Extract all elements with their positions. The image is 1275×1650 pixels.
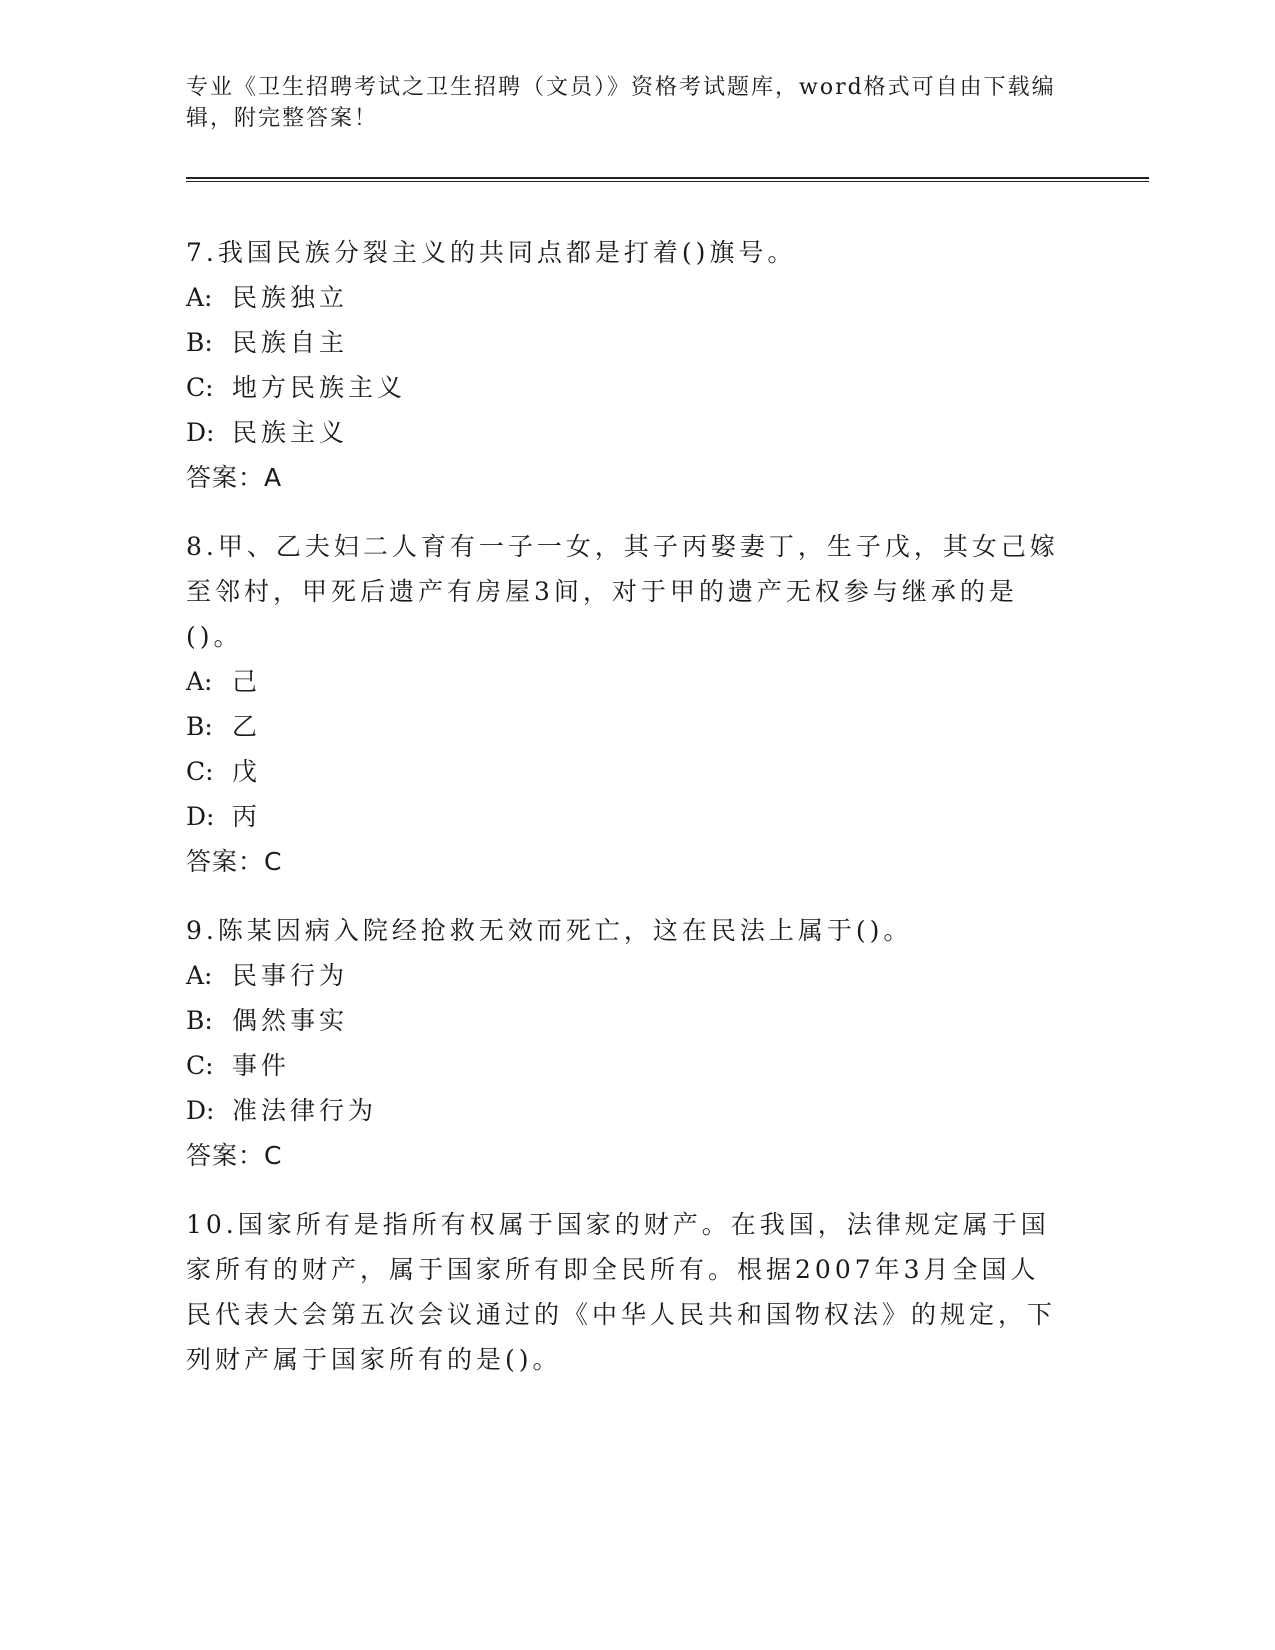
question-stem: 10.国家所有是指所有权属于国家的财产。在我国，法律规定属于国家所有的财产，属于国家所有即全民所有。根据2007年3月全国人民代表大会第五次会议通过的《中华人民共和国物权法》的规定，下列财产属于国家所有的是()。: [186, 1210, 1057, 1374]
option-text: 偶然事实: [232, 1006, 349, 1035]
option-a: [186, 953, 1066, 998]
option-text: 民事行为: [232, 961, 349, 990]
question-7: [186, 230, 1066, 500]
option-letter: C:: [186, 373, 214, 402]
option-letter: D:: [186, 802, 215, 831]
answer-line: 答案：A: [186, 463, 283, 492]
option-text: 丙: [232, 802, 262, 831]
option-c: [186, 1043, 1066, 1088]
question-list: [186, 230, 1066, 1406]
option-text: 准法律行为: [232, 1096, 378, 1125]
option-text: 地方民族主义: [232, 373, 407, 402]
option-b: [186, 998, 1066, 1043]
option-c: [186, 749, 1066, 794]
question-stem: 8.甲、乙夫妇二人育有一子一女，其子丙娶妻丁，生子戊，其女己嫁至邻村，甲死后遗产有房屋3间，对于甲的遗产无权参与继承的是()。: [186, 532, 1059, 651]
option-letter: C:: [186, 757, 214, 786]
option-text: 己: [232, 667, 262, 696]
document-header: 专业《卫生招聘考试之卫生招聘（文员）》资格考试题库，word格式可自由下载编辑，附完整答案！: [186, 75, 1056, 131]
option-d: [186, 1088, 1066, 1133]
option-letter: B:: [186, 712, 213, 741]
option-text: 戊: [232, 757, 262, 786]
option-letter: C:: [186, 1051, 214, 1080]
option-letter: D:: [186, 1096, 215, 1125]
option-text: 乙: [232, 712, 262, 741]
option-c: [186, 365, 1066, 410]
question-stem: 7.我国民族分裂主义的共同点都是打着()旗号。: [186, 238, 797, 267]
option-d: [186, 794, 1066, 839]
option-text: 民族主义: [232, 418, 349, 447]
option-text: 事件: [232, 1051, 291, 1080]
answer-line: 答案：C: [186, 847, 283, 876]
option-text: 民族独立: [232, 283, 349, 312]
option-letter: A:: [186, 283, 213, 312]
question-stem: 9.陈某因病入院经抢救无效而死亡，这在民法上属于()。: [186, 916, 913, 945]
option-letter: A:: [186, 667, 213, 696]
option-letter: B:: [186, 328, 213, 357]
question-8: [186, 524, 1066, 884]
option-b: [186, 320, 1066, 365]
option-b: [186, 704, 1066, 749]
option-a: [186, 275, 1066, 320]
option-letter: D:: [186, 418, 215, 447]
question-10: [186, 1202, 1066, 1382]
option-letter: B:: [186, 1006, 213, 1035]
question-9: [186, 908, 1066, 1178]
option-a: [186, 659, 1066, 704]
option-letter: A:: [186, 961, 213, 990]
header-divider: [186, 177, 1149, 182]
answer-line: 答案：C: [186, 1141, 283, 1170]
option-d: [186, 410, 1066, 455]
option-text: 民族自主: [232, 328, 349, 357]
